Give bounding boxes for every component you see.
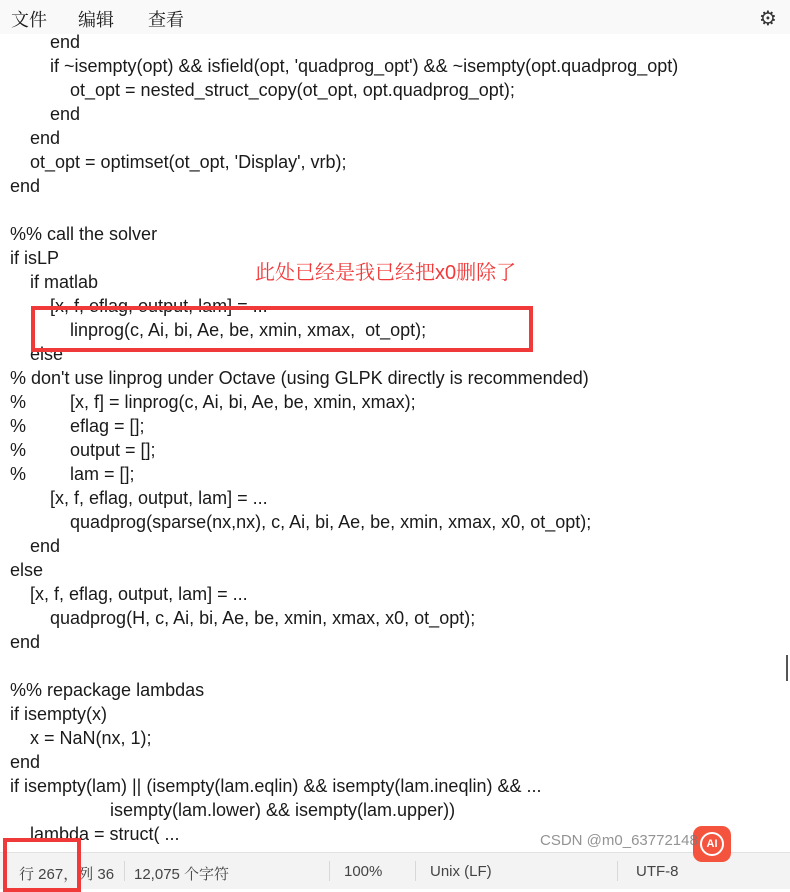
code-line: if isempty(lam) || (isempty(lam.eqlin) && isempty(lam.ineqlin) && ...: [10, 776, 542, 796]
menu-file[interactable]: 文件: [11, 10, 47, 30]
code-line: % output = [];: [10, 440, 156, 460]
cursor-position: 行 267，列 36: [19, 866, 115, 883]
annotation-text: 此处已经是我已经把x0删除了: [255, 262, 517, 284]
code-line: x = NaN(nx, 1);: [30, 728, 152, 748]
code-line: if ~isempty(opt) && isfield(opt, 'quadprog_opt') && ~isempty(opt.quadprog_opt): [50, 56, 679, 76]
code-line: [x, f, eflag, output, lam] = ...: [50, 296, 268, 316]
line-ending[interactable]: Unix (LF): [430, 863, 492, 880]
code-line: linprog(c, Ai, bi, Ae, be, xmin, xmax, ot_opt);: [70, 320, 427, 340]
code-line: ot_opt = nested_struct_copy(ot_opt, opt.quadprog_opt);: [70, 80, 515, 100]
code-line: end: [30, 536, 61, 556]
menu-view[interactable]: 查看: [148, 10, 184, 30]
code-line: isempty(lam.lower) && isempty(lam.upper)): [110, 800, 456, 820]
code-line: % don't use linprog under Octave (using GLPK directly is recommended): [10, 368, 589, 388]
char-count: 12,075 个字符: [134, 866, 230, 883]
highlight-box-linprog: [31, 306, 533, 352]
code-line: [x, f, eflag, output, lam] = ...: [50, 488, 268, 508]
code-line: %% repackage lambdas: [10, 680, 205, 700]
code-line: lambda = struct( ...: [30, 824, 180, 844]
code-line: end: [10, 752, 41, 772]
ai-icon: AI: [700, 832, 724, 856]
code-line: if matlab: [30, 272, 99, 292]
code-line: [x, f, eflag, output, lam] = ...: [30, 584, 248, 604]
code-line: ot_opt = optimset(ot_opt, 'Display', vrb);: [30, 152, 347, 172]
divider: [124, 861, 125, 881]
status-bar: [0, 852, 790, 889]
code-line: end: [50, 104, 81, 124]
divider: [617, 861, 618, 881]
scrollbar[interactable]: [786, 655, 788, 681]
code-line: % lam = [];: [10, 464, 135, 484]
code-line: end: [50, 32, 81, 52]
menu-edit[interactable]: 编辑: [78, 10, 114, 30]
code-line: %% call the solver: [10, 224, 158, 244]
watermark: CSDN @m0_63772148: [540, 832, 698, 849]
text-editor[interactable]: [0, 30, 786, 852]
highlight-box-position: [3, 838, 81, 892]
code-line: [0, 654, 10, 678]
ai-assistant-button[interactable]: [693, 826, 731, 862]
code-line: end: [10, 632, 41, 652]
menu-bar: [0, 0, 790, 34]
code-line: end: [30, 128, 61, 148]
code-line: end: [10, 176, 41, 196]
code-line: quadprog(H, c, Ai, bi, Ae, be, xmin, xmax, x0, ot_opt);: [50, 608, 476, 628]
code-line: else: [10, 560, 44, 580]
code-line: % eflag = [];: [10, 416, 145, 436]
settings-gear-icon[interactable]: ⚙: [759, 8, 777, 30]
code-line: % [x, f] = linprog(c, Ai, bi, Ae, be, xmin, xmax);: [10, 392, 416, 412]
code-line: [0, 198, 10, 222]
code-line: else: [30, 344, 64, 364]
divider: [415, 861, 416, 881]
zoom-level[interactable]: 100%: [344, 863, 383, 880]
code-line: quadprog(sparse(nx,nx), c, Ai, bi, Ae, be, xmin, xmax, x0, ot_opt);: [70, 512, 592, 532]
code-line: if isempty(x): [10, 704, 108, 724]
encoding[interactable]: UTF-8: [636, 863, 679, 880]
code-line: if isLP: [10, 248, 60, 268]
divider: [329, 861, 330, 881]
